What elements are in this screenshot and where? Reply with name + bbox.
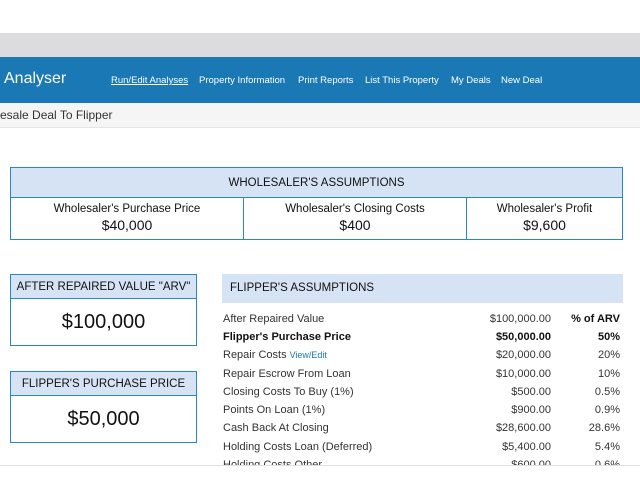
arv-box xyxy=(10,274,197,346)
row-label: Cash Back At Closing xyxy=(223,422,329,434)
row-pct: 50% xyxy=(597,331,620,343)
nav-my-deals[interactable]: My Deals xyxy=(451,75,491,86)
table-row xyxy=(223,402,623,420)
flipper-purchase-price-title: FLIPPER'S PURCHASE PRICE xyxy=(11,372,196,396)
wholesaler-profit-label: Wholesaler's Profit xyxy=(496,203,593,215)
top-navbar xyxy=(0,57,640,103)
wholesaler-closing-costs-cell xyxy=(244,198,467,240)
wholesaler-profit-value: $9,600 xyxy=(523,217,566,233)
row-amount: $500.00 xyxy=(511,386,551,398)
table-row xyxy=(223,439,623,457)
table-row xyxy=(223,420,623,438)
nav-print-reports[interactable]: Print Reports xyxy=(298,75,354,86)
browser-top-area xyxy=(0,0,640,33)
flipper-assumptions-title: FLIPPER'S ASSUMPTIONS xyxy=(222,274,623,303)
page-title: esale Deal To Flipper xyxy=(0,108,113,122)
table-row xyxy=(223,384,623,402)
nav-property-information[interactable]: Property Information xyxy=(199,75,286,86)
row-pct: 20% xyxy=(597,349,620,361)
row-pct: 5.4% xyxy=(594,441,620,453)
flipper-purchase-price-value: $50,000 xyxy=(67,408,140,430)
page-subheader xyxy=(0,103,640,128)
row-pct: 28.6% xyxy=(588,422,620,434)
nav-new-deal[interactable]: New Deal xyxy=(501,75,543,86)
table-row xyxy=(223,347,623,365)
wholesaler-profit-cell xyxy=(467,198,622,240)
table-row xyxy=(223,366,623,384)
row-amount: $5,400.00 xyxy=(502,441,551,453)
pct-of-arv-header: % of ARV xyxy=(571,313,620,325)
flipper-purchase-price-box xyxy=(10,371,197,443)
wholesaler-purchase-price-value: $40,000 xyxy=(101,217,153,233)
flipper-header-row xyxy=(223,311,623,329)
row-label: Repair Escrow From Loan xyxy=(223,368,351,380)
arv-value: $100,000 xyxy=(61,311,146,333)
table-row xyxy=(223,329,623,347)
row-amount: $20,000.00 xyxy=(495,349,551,361)
row-label xyxy=(223,349,327,361)
row-amount: $10,000.00 xyxy=(495,368,551,380)
row-label: Flipper's Purchase Price xyxy=(223,331,351,343)
row-pct: 0.9% xyxy=(594,404,620,416)
row-amount: $28,600.00 xyxy=(495,422,551,434)
arv-title: AFTER REPAIRED VALUE "ARV" xyxy=(11,275,196,299)
row-pct: 10% xyxy=(597,368,620,380)
repair-costs-view-edit-link[interactable]: View/Edit xyxy=(289,350,327,360)
app-title: Analyser xyxy=(4,70,67,87)
wholesaler-purchase-price-label: Wholesaler's Purchase Price xyxy=(53,203,201,215)
nav-list-this-property[interactable]: List This Property xyxy=(365,75,439,86)
row-amount: $900.00 xyxy=(511,404,551,416)
row-amount: $50,000.00 xyxy=(495,331,551,343)
wholesaler-assumptions-box xyxy=(10,167,623,240)
row-label: Holding Costs Loan (Deferred) xyxy=(223,441,373,453)
wholesaler-assumptions-title: WHOLESALER'S ASSUMPTIONS xyxy=(11,168,622,198)
repair-costs-label: Repair Costs xyxy=(223,349,287,361)
wholesaler-closing-costs-value: $400 xyxy=(339,217,371,233)
row-pct: 0.5% xyxy=(594,386,620,398)
arv-row-amount: $100,000.00 xyxy=(489,313,551,325)
row-label: Closing Costs To Buy (1%) xyxy=(223,386,354,398)
top-gray-strip xyxy=(0,33,640,57)
wholesaler-purchase-price-cell xyxy=(11,198,244,240)
arv-row-label: After Repaired Value xyxy=(223,313,325,325)
nav-run-edit-analyses[interactable]: Run/Edit Analyses xyxy=(111,75,189,86)
wholesaler-closing-costs-label: Wholesaler's Closing Costs xyxy=(285,203,425,215)
bottom-bar xyxy=(0,465,640,480)
row-label: Points On Loan (1%) xyxy=(223,404,326,416)
